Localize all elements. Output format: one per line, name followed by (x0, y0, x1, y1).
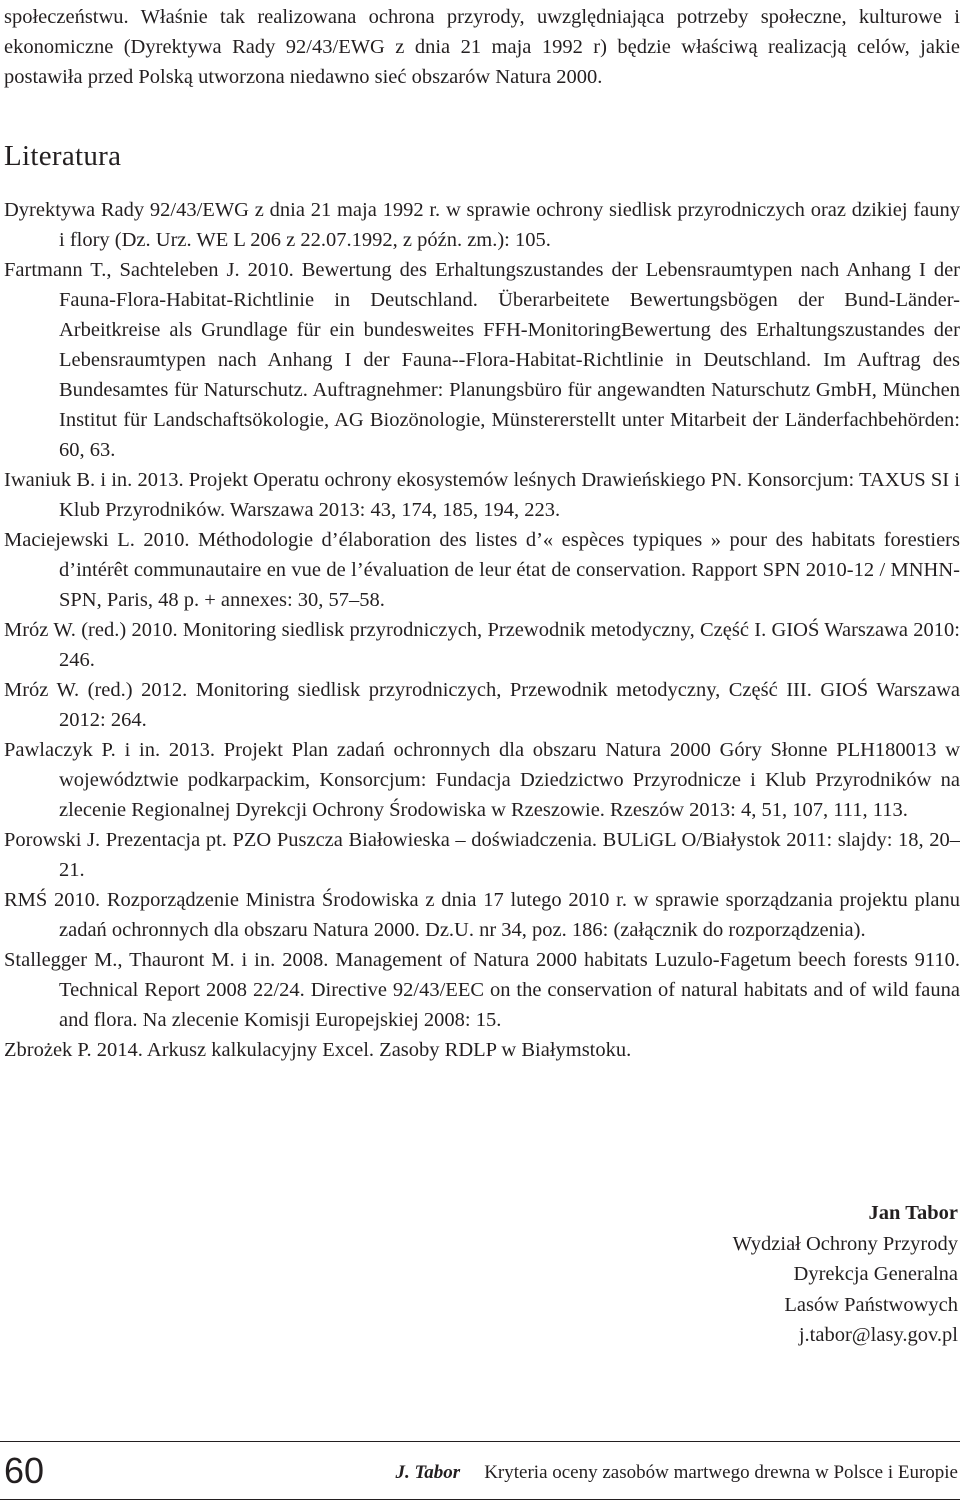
reference-item: Dyrektywa Rady 92/43/EWG z dnia 21 maja 1992 r. w sprawie ochrony siedlisk przyrodniczych oraz dzikiej fauny i flory (Dz. Urz. WE L 206 z 22.07.1992, z późn. zm.): 105. (4, 199, 960, 251)
running-footer-title: Kryteria oceny zasobów martwego drewna w Polsce i Europie (484, 1462, 958, 1483)
footer-divider (0, 1441, 960, 1442)
reference-item: Mróz W. (red.) 2010. Monitoring siedlisk przyrodniczych, Przewodnik metodyczny, Część I. GIOŚ Warszawa 2010: 246. (4, 619, 960, 671)
reference-item: Porowski J. Prezentacja pt. PZO Puszcza Białowieska – doświadczenia. BULiGL O/Białystok 2011: slajdy: 18, 20–21. (4, 829, 960, 881)
author-name: Jan Tabor (868, 1202, 958, 1224)
reference-item: Iwaniuk B. i in. 2013. Projekt Operatu ochrony ekosystemów leśnych Drawieńskiego PN. Konsorcjum: TAXUS SI i Klub Przyrodników. Warszawa 2013: 43, 174, 185, 194, 223. (4, 469, 960, 521)
running-footer (395, 1460, 958, 1486)
footer-bottom-rule (0, 1499, 960, 1500)
reference-item: Pawlaczyk P. i in. 2013. Projekt Plan zadań ochronnych dla obszaru Natura 2000 Góry Słonne PLH180013 w województwie podkarpackim, Konsorcjum: Fundacja Dziedzictwo Przyrodnicze i Klub Przyrodników na zlecenie Regionalnej Dyrekcji Ochrony Środowiska w Rzeszowie. Rzeszów 2013: 4, 51, 107, 111, 113. (4, 739, 960, 821)
running-footer-author: J. Tabor (395, 1462, 461, 1483)
author-signature-block (733, 1198, 958, 1351)
author-affiliation-line: Wydział Ochrony Przyrody (732, 1232, 958, 1255)
section-heading: Literatura (4, 140, 122, 172)
intro-paragraph: społeczeństwu. Właśnie tak realizowana ochrona przyrody, uwzględniająca potrzeby społeczne, kulturowe i ekonomiczne (Dyrektywa Rady 92/43/EWG z dnia 21 maja 1992 r) będzie właściwą realizacją celów, jakie postawiła przed Polską utworzona niedawno sieć obszarów Natura 2000. (4, 6, 960, 88)
reference-item: RMŚ 2010. Rozporządzenie Ministra Środowiska z dnia 17 lutego 2010 r. w sprawie sporządzania projektu planu zadań ochronnych dla obszaru Natura 2000. Dz.U. nr 34, poz. 186: (załącznik do rozporządzenia). (4, 889, 960, 941)
reference-item: Stallegger M., Thauront M. i in. 2008. Management of Natura 2000 habitats Luzulo-Fagetum beech forests 9110. Technical Report 2008 22/24. Directive 92/43/EEC on the conservation of natural habitats and of wild fauna and flora. Na zlecenie Komisji Europejskiej 2008: 15. (4, 949, 960, 1031)
author-affiliation-line: Dyrekcja Generalna (793, 1263, 958, 1285)
reference-list (4, 195, 960, 1065)
reference-item: Maciejewski L. 2010. Méthodologie d’élaboration des listes d’« espèces typiques » pour des habitats forestiers d’intérêt communautaire en vue de l’évaluation de leur état de conservation. Rapport SPN 2010-12 / MNHN-SPN, Paris, 48 p. + annexes: 30, 57–58. (4, 529, 960, 611)
reference-item: Mróz W. (red.) 2012. Monitoring siedlisk przyrodniczych, Przewodnik metodyczny, Część III. GIOŚ Warszawa 2012: 264. (4, 679, 960, 731)
reference-item: Fartmann T., Sachteleben J. 2010. Bewertung des Erhaltungszustandes der Lebensraumtypen nach Anhang I der Fauna-Flora-Habitat-Richtlinie in Deutschland. Überarbeitete Bewertungsbögen der Bund-Länder-Arbeitkreise als Grundlage für ein bundesweites FFH-MonitoringBewertung des Erhaltungszustandes der Lebensraumtypen nach Anhang I der Fauna--Flora-Habitat-Richtlinie in Deutschland. Im Auftrag des Bundesamtes für Naturschutz. Auftragnehmer: Planungsbüro für angewandten Naturschutz GmbH, München Institut für Landschaftsökologie, AG Biozönologie, Münstererstellt unter Mitarbeit der Länderfachbehörden: 60, 63. (4, 259, 960, 461)
page-number: 60 (4, 1450, 45, 1491)
author-email: j.tabor@lasy.gov.pl (798, 1324, 958, 1346)
reference-item: Zbrożek P. 2014. Arkusz kalkulacyjny Excel. Zasoby RDLP w Białymstoku. (4, 1039, 632, 1061)
author-affiliation-line: Lasów Państwowych (784, 1293, 958, 1316)
